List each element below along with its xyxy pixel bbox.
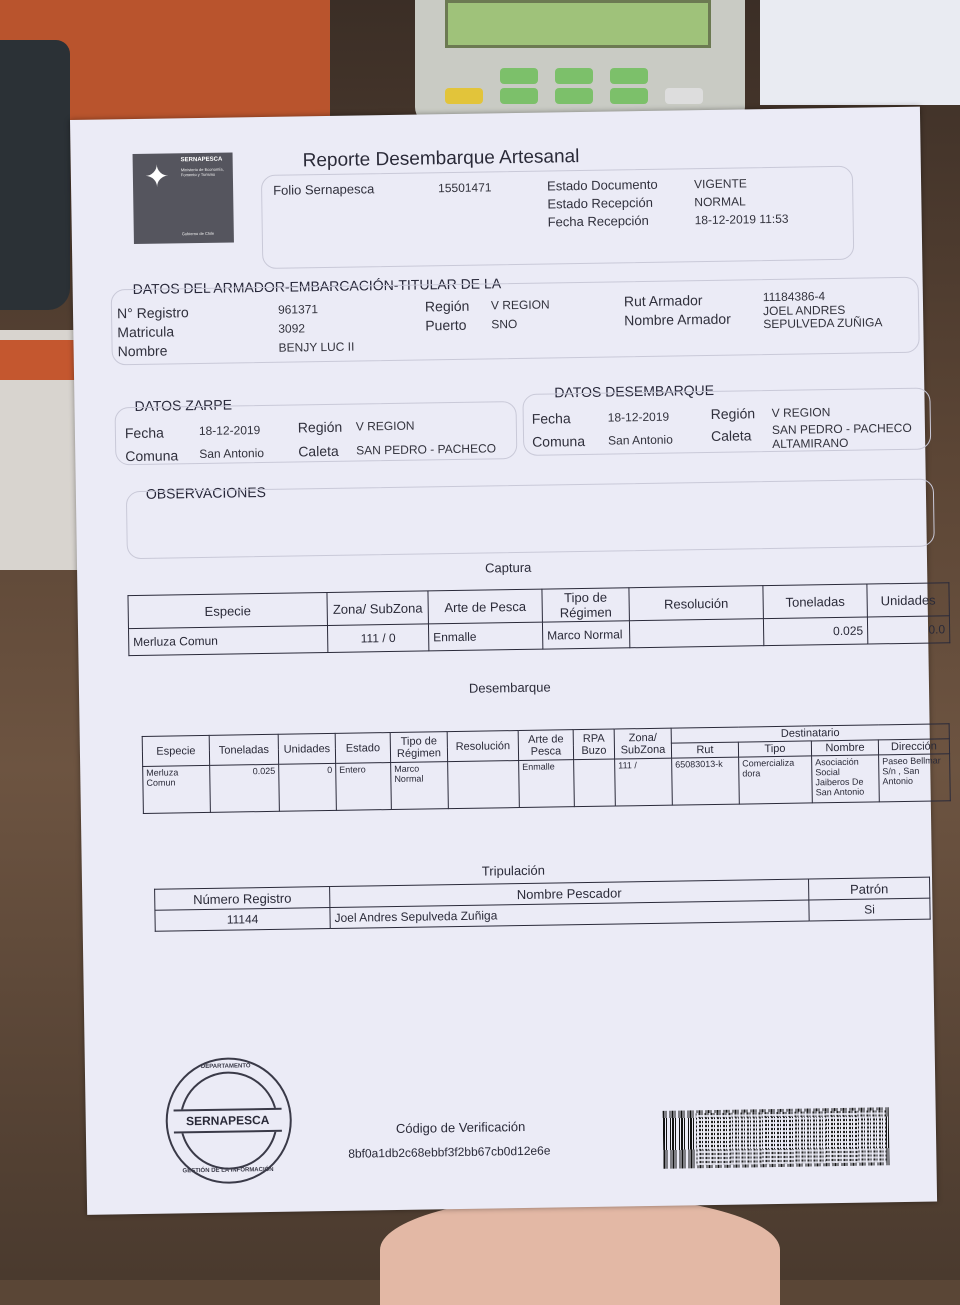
- desembarque-direccion: Paseo Bellmar S/n , San Antonio: [879, 754, 951, 802]
- desembarque-header-arte: Arte de Pesca: [518, 730, 573, 761]
- captura-resolucion: [629, 619, 763, 648]
- desembarque-header-toneladas: Toneladas: [209, 734, 278, 765]
- zarpe-caleta-label: Caleta: [298, 442, 339, 460]
- armador-section-title: DATOS DEL ARMADOR-EMBARCACIÓN-TITULAR DE LA: [132, 275, 502, 298]
- verification-code: 8bf0a1db2c68ebbf3f2bb67cb0d12e6e: [348, 1143, 551, 1161]
- seal-top-text: DEPARTAMENTO: [200, 1063, 251, 1071]
- zarpe-section-title: DATOS ZARPE: [134, 396, 233, 415]
- desembarque-header-especie: Especie: [142, 735, 209, 766]
- matricula-value: 3092: [278, 321, 306, 336]
- nombre-armador-line1: JOEL ANDRES: [762, 302, 846, 319]
- tripulacion-registro: 11144: [155, 908, 330, 932]
- tripulacion-nombre: Joel Andres Sepulveda Zuñiga: [330, 900, 809, 929]
- verification-label: Código de Verificación: [395, 1118, 526, 1137]
- captura-header-regimen: Tipo de Régimen: [542, 588, 630, 622]
- tripulacion-patron: Si: [809, 898, 930, 921]
- desembarque-header-zona: Zona/ SubZona: [614, 728, 671, 759]
- desembarque-title: Desembarque: [468, 679, 551, 696]
- fecha-recepcion-label: Fecha Recepción: [547, 212, 649, 230]
- estado-documento-value: VIGENTE: [693, 176, 747, 192]
- zarpe-caleta-value: SAN PEDRO - PACHECO: [356, 441, 497, 458]
- estado-documento-label: Estado Documento: [546, 176, 658, 194]
- fecha-recepcion-value: 18-12-2019 11:53: [694, 211, 789, 228]
- tripulacion-header-patron: Patrón: [809, 877, 930, 900]
- desembarque-comuna-value: San Antonio: [607, 432, 673, 448]
- desembarque-header-resolucion: Resolución: [447, 731, 518, 762]
- zarpe-comuna-label: Comuna: [125, 447, 179, 465]
- desembarque-caleta-label: Caleta: [710, 427, 752, 444]
- captura-header-unidades: Unidades: [867, 583, 950, 617]
- zarpe-region-value: V REGION: [355, 418, 415, 434]
- region-armador-label: Región: [424, 297, 470, 315]
- tripulacion-title: Tripulación: [481, 862, 546, 879]
- background-hand: [380, 1195, 780, 1305]
- captura-especie: Merluza Comun: [128, 626, 327, 656]
- desembarque-header-estado: Estado: [335, 733, 390, 764]
- desembarque-region-value: V REGION: [771, 405, 831, 421]
- logo-title: SERNAPESCA: [180, 156, 223, 164]
- calculator-key: [555, 88, 593, 104]
- puerto-label: Puerto: [425, 316, 467, 334]
- desembarque-caleta-line2: ALTAMIRANO: [772, 435, 849, 452]
- tripulacion-header-registro: Número Registro: [155, 887, 330, 911]
- captura-toneladas: 0.025: [763, 617, 867, 646]
- barcode-pattern: [696, 1110, 887, 1165]
- desembarque-table: [142, 723, 951, 814]
- calculator-key: [610, 88, 648, 104]
- desembarque-resolucion: [448, 761, 520, 809]
- captura-unidades: 0.0: [867, 616, 949, 644]
- rut-armador-label: Rut Armador: [623, 292, 703, 310]
- seal-center-text: SERNAPESCA: [174, 1108, 282, 1134]
- background-calculator: [415, 0, 745, 125]
- background-papers: [760, 0, 960, 105]
- calculator-key: [445, 88, 483, 104]
- captura-header-zona: Zona/ SubZona: [327, 591, 429, 626]
- sernapesca-seal: [165, 1057, 293, 1185]
- nombre-embarcacion-label: Nombre: [117, 342, 168, 360]
- nombre-armador-label: Nombre Armador: [624, 310, 731, 329]
- chile-coat-of-arms-icon: ✦: [144, 160, 170, 194]
- desembarque-estado: Entero: [336, 763, 392, 811]
- folio-value: 15501471: [438, 180, 492, 196]
- calculator-key: [555, 68, 593, 84]
- logo-subtitle: Ministerio de Economía, Fomento y Turismo: [180, 166, 224, 178]
- desembarque-regimen: Marco Normal: [391, 762, 449, 810]
- desembarque-especie: Merluza Comun: [143, 765, 211, 813]
- desembarque-header-nombre: Nombre: [811, 740, 878, 756]
- nombre-armador-line2: SEPULVEDA ZUÑIGA: [763, 315, 883, 332]
- background-phone: [0, 40, 70, 310]
- desembarque-header-rpa: RPA Buzo: [573, 729, 614, 760]
- calculator-key: [665, 88, 703, 104]
- tripulacion-table: [154, 877, 931, 932]
- page-title: Reporte Desembarque Artesanal: [302, 146, 580, 172]
- registro-value: 961371: [277, 302, 319, 317]
- captura-header-resolucion: Resolución: [629, 586, 764, 621]
- matricula-label: Matricula: [117, 323, 175, 341]
- calculator-key: [500, 68, 538, 84]
- puerto-value: SNO: [491, 317, 518, 332]
- captura-header-especie: Especie: [128, 593, 327, 629]
- zarpe-fecha-label: Fecha: [124, 424, 164, 442]
- captura-table: [127, 582, 950, 656]
- calculator-key: [500, 88, 538, 104]
- captura-arte: Enmalle: [428, 622, 542, 651]
- zarpe-comuna-value: San Antonio: [199, 445, 265, 462]
- desembarque-tipo: Comercializa dora: [739, 756, 813, 804]
- captura-header-toneladas: Toneladas: [763, 584, 868, 619]
- captura-regimen: Marco Normal: [542, 621, 629, 649]
- desembarque-comuna-label: Comuna: [531, 432, 586, 450]
- desembarque-unidades: 0: [279, 763, 337, 811]
- folio-label: Folio Sernapesca: [273, 181, 375, 198]
- zarpe-region-label: Región: [297, 418, 343, 436]
- region-armador-value: V REGION: [490, 297, 550, 313]
- desembarque-fecha-label: Fecha: [531, 410, 571, 427]
- report-document: [70, 107, 946, 1215]
- calculator-screen: [445, 0, 711, 48]
- sernapesca-logo: [133, 152, 234, 244]
- observaciones-title: OBSERVACIONES: [145, 483, 267, 502]
- desembarque-header-direccion: Dirección: [878, 739, 949, 755]
- registro-label: N° Registro: [116, 304, 189, 322]
- desembarque-arte: Enmalle: [519, 760, 575, 808]
- calculator-key: [610, 68, 648, 84]
- estado-recepcion-label: Estado Recepción: [547, 194, 653, 212]
- desembarque-header-tipo: Tipo: [738, 741, 811, 757]
- desembarque-section-title: DATOS DESEMBARQUE: [554, 381, 715, 401]
- desembarque-region-label: Región: [710, 405, 756, 422]
- nombre-embarcacion-value: BENJY LUC II: [278, 339, 355, 355]
- logo-footer: Gobierno de Chile: [181, 230, 215, 237]
- captura-header-arte: Arte de Pesca: [428, 589, 543, 624]
- desembarque-header-regimen: Tipo de Régimen: [390, 732, 447, 763]
- desembarque-zona: 111 /: [615, 758, 673, 806]
- zarpe-fecha-value: 18-12-2019: [198, 423, 261, 439]
- desembarque-nombre: Asociación Social Jaiberos De San Antonio: [812, 755, 880, 803]
- estado-recepcion-value: NORMAL: [694, 194, 746, 210]
- captura-zona: 111 / 0: [327, 624, 428, 653]
- seal-bottom-text: GESTIÓN DE LA INFORMACIÓN: [182, 1166, 274, 1175]
- desembarque-caleta-line1: SAN PEDRO - PACHECO: [771, 420, 912, 438]
- captura-title: Captura: [484, 559, 532, 576]
- observaciones-box: [126, 478, 935, 559]
- desembarque-toneladas: 0.025: [210, 764, 280, 812]
- desembarque-rut: 65083013-k: [672, 757, 740, 805]
- desembarque-header-destinatario: Destinatario: [671, 724, 949, 743]
- desembarque-header-rut: Rut: [671, 742, 738, 758]
- tripulacion-header-nombre: Nombre Pescador: [330, 879, 809, 908]
- desembarque-header-unidades: Unidades: [278, 733, 335, 764]
- desembarque-fecha-value: 18-12-2019: [607, 409, 670, 425]
- desembarque-rpa: [574, 759, 616, 807]
- rut-armador-value: 11184386-4: [762, 289, 826, 305]
